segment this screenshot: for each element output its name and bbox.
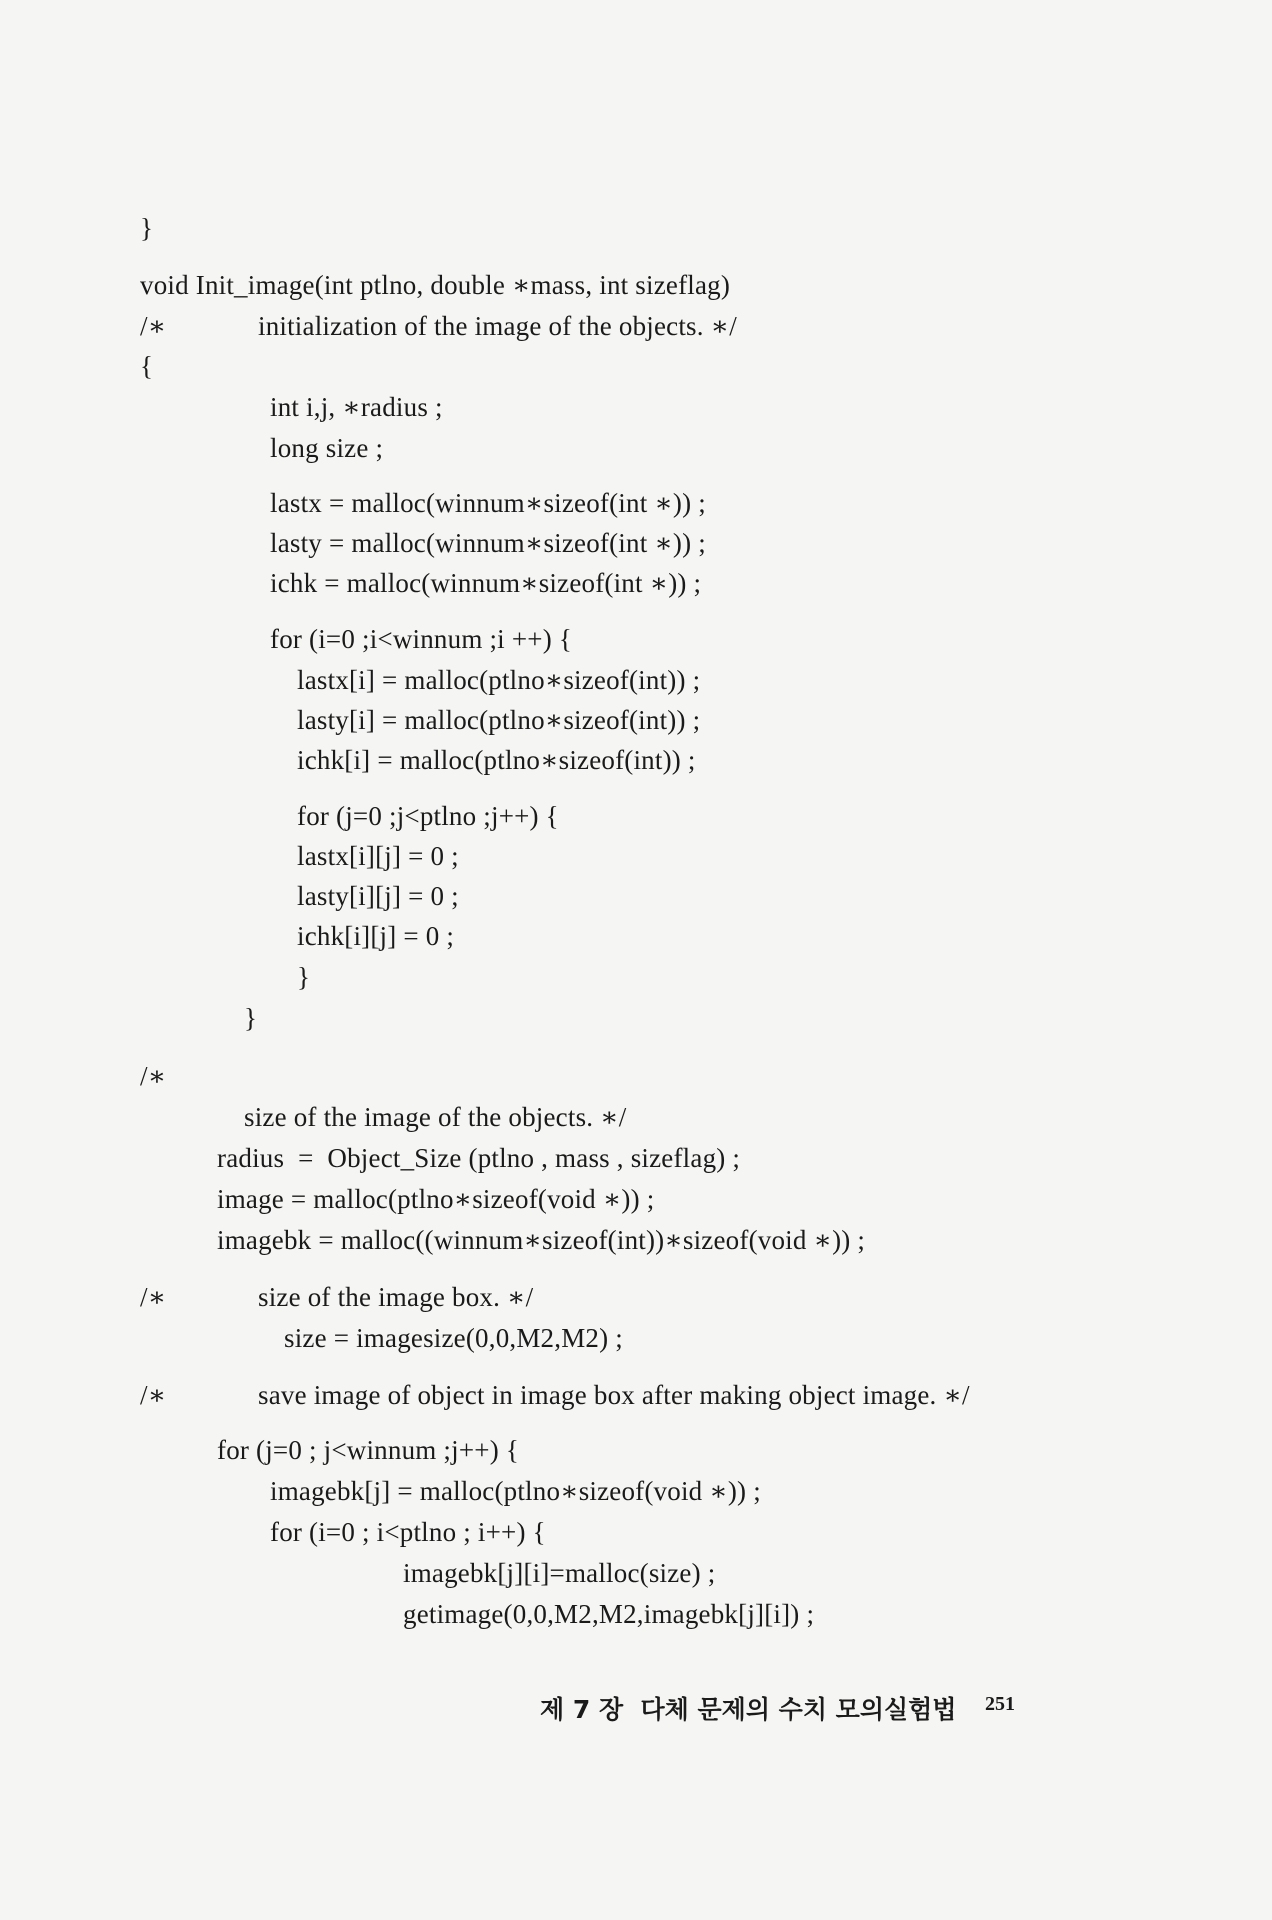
code-comment-open: /∗ [140, 311, 167, 341]
code-line: lasty[i] = malloc(ptlno∗sizeof(int)) ; [297, 705, 701, 735]
code-line: } [297, 962, 311, 992]
code-line: } [244, 1003, 258, 1033]
code-line: imagebk = malloc((winnum∗sizeof(int))∗sizeof(void ∗)) ; [217, 1225, 866, 1255]
code-line: ichk[i][j] = 0 ; [297, 921, 455, 951]
code-line: lasty[i][j] = 0 ; [297, 881, 459, 911]
code-line: ichk[i] = malloc(ptlno∗sizeof(int)) ; [297, 745, 696, 775]
code-line: for (i=0 ; i<ptlno ; i++) { [270, 1517, 546, 1547]
code-line: for (i=0 ;i<winnum ;i ++) { [270, 624, 572, 654]
code-line: { [140, 351, 154, 381]
code-line: int i,j, ∗radius ; [270, 392, 443, 422]
code-line: image = malloc(ptlno∗sizeof(void ∗)) ; [217, 1184, 655, 1214]
code-comment-open: /∗ [140, 1380, 167, 1410]
code-line: ichk = malloc(winnum∗sizeof(int ∗)) ; [270, 568, 702, 598]
code-line: lasty = malloc(winnum∗sizeof(int ∗)) ; [270, 528, 706, 558]
code-line: long size ; [270, 433, 384, 463]
code-line: size = imagesize(0,0,M2,M2) ; [284, 1323, 623, 1353]
code-line: imagebk[j] = malloc(ptlno∗sizeof(void ∗)) ; [270, 1476, 761, 1506]
code-comment-text: size of the image box. ∗/ [258, 1282, 534, 1312]
code-comment-open: /∗ [140, 1061, 167, 1091]
code-line: for (j=0 ;j<ptlno ;j++) { [297, 801, 559, 831]
code-line: lastx = malloc(winnum∗sizeof(int ∗)) ; [270, 488, 706, 518]
code-line: imagebk[j][i]=malloc(size) ; [403, 1558, 716, 1588]
code-comment-text: size of the image of the objects. ∗/ [244, 1102, 627, 1132]
code-line: for (j=0 ; j<winnum ;j++) { [217, 1435, 519, 1465]
code-line: radius = Object_Size (ptlno , mass , sizeflag) ; [217, 1143, 741, 1173]
page-number: 251 [985, 1693, 1015, 1715]
code-line: lastx[i][j] = 0 ; [297, 841, 459, 871]
code-line: getimage(0,0,M2,M2,imagebk[j][i]) ; [403, 1599, 815, 1629]
code-comment-text: save image of object in image box after making object image. ∗/ [258, 1380, 970, 1410]
code-comment-text: initialization of the image of the objects. ∗/ [258, 311, 737, 341]
code-line: } [140, 213, 154, 243]
code-comment-open: /∗ [140, 1282, 167, 1312]
code-line: lastx[i] = malloc(ptlno∗sizeof(int)) ; [297, 665, 701, 695]
chapter-title: 제 7 장 다체 문제의 수치 모의실험법 [540, 1695, 957, 1724]
code-line: void Init_image(int ptlno, double ∗mass, int sizeflag) [140, 270, 731, 300]
